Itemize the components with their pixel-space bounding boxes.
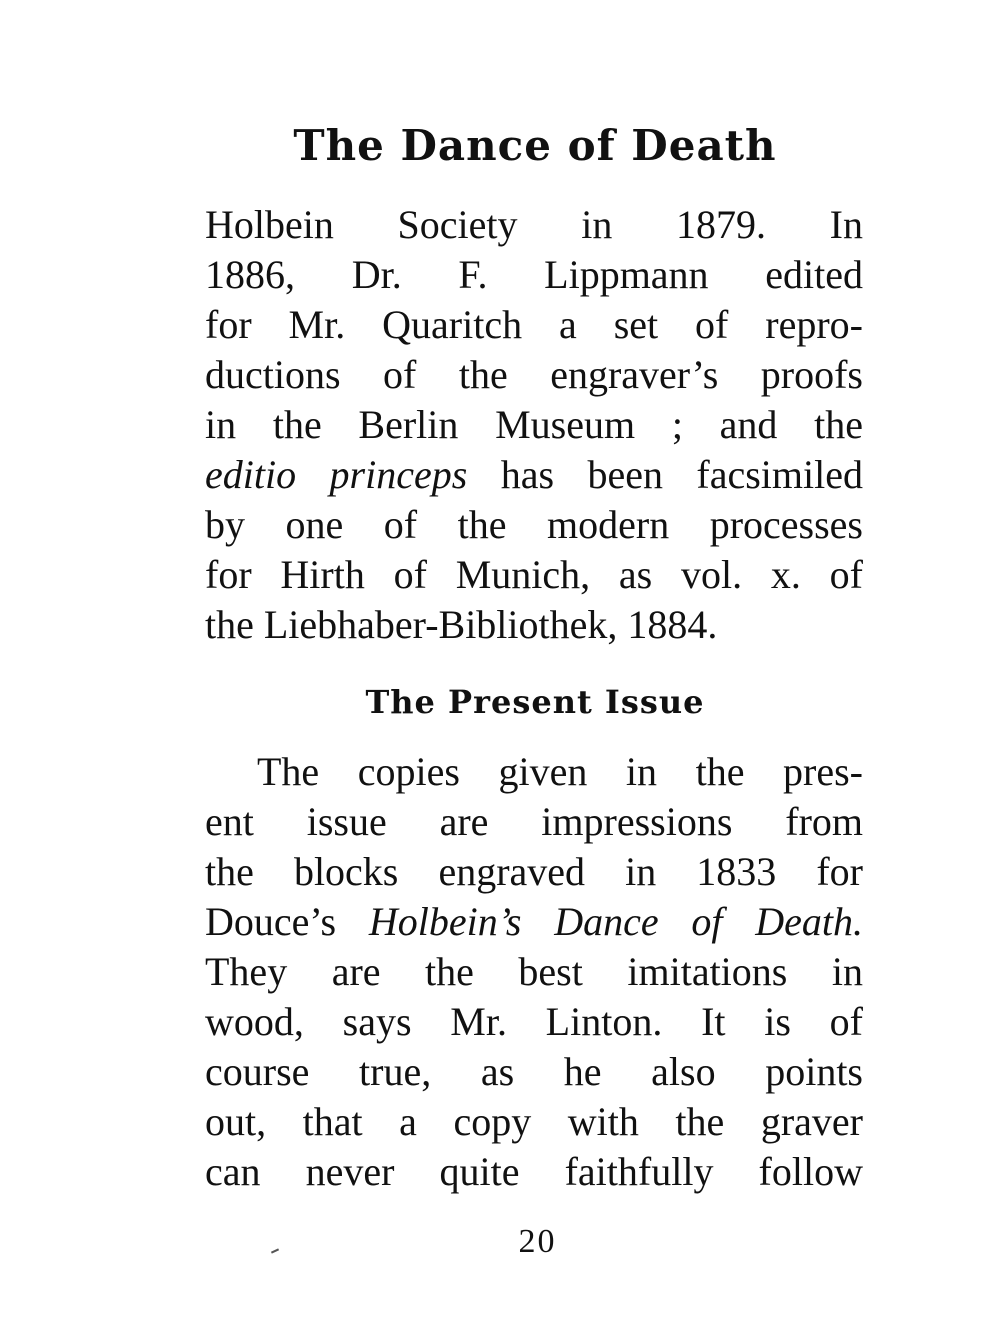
text-line: The copies given in the pres-: [257, 749, 863, 794]
section-heading: The Present Issue: [365, 683, 705, 721]
text-line: out, that a copy with the graver: [205, 1099, 863, 1144]
text-line: [205, 450, 863, 500]
running-head: The Dance of Death: [293, 121, 777, 170]
text-line: for Hirth of Munich, as vol. x. of: [205, 552, 863, 597]
text-line: wood, says Mr. Linton. It is of: [205, 999, 863, 1044]
text-line: for Mr. Quaritch a set of repro-: [205, 302, 863, 347]
page-number: 20: [518, 1223, 557, 1260]
italic-book-title: Holbein’s Dance of Death.: [368, 899, 863, 944]
paragraph-2: [205, 747, 863, 1197]
text-line-lead: Douce’s: [205, 899, 369, 944]
text-line: Holbein Society in 1879. In: [205, 202, 863, 247]
text-line: ent issue are impressions from: [205, 799, 863, 844]
text-line: course true, as he also points: [205, 1049, 863, 1094]
text-line: They are the best imitations in: [205, 949, 863, 994]
text-line: the Liebhaber-Bibliothek, 1884.: [205, 602, 718, 647]
text-line: the blocks engraved in 1833 for: [205, 849, 863, 894]
text-line: ductions of the engraver’s proofs: [205, 352, 863, 397]
text-line: in the Berlin Museum ; and the: [205, 402, 863, 447]
text-line: can never quite faithfully follow: [205, 1149, 863, 1194]
text-line: 1886, Dr. F. Lippmann edited: [205, 252, 863, 297]
italic-latin-term: editio princeps: [205, 452, 468, 497]
paragraph-1: [205, 200, 863, 650]
text-line-rest: has been facsimiled: [467, 452, 863, 497]
text-line: [205, 897, 863, 947]
text-line: by one of the modern processes: [205, 502, 863, 547]
